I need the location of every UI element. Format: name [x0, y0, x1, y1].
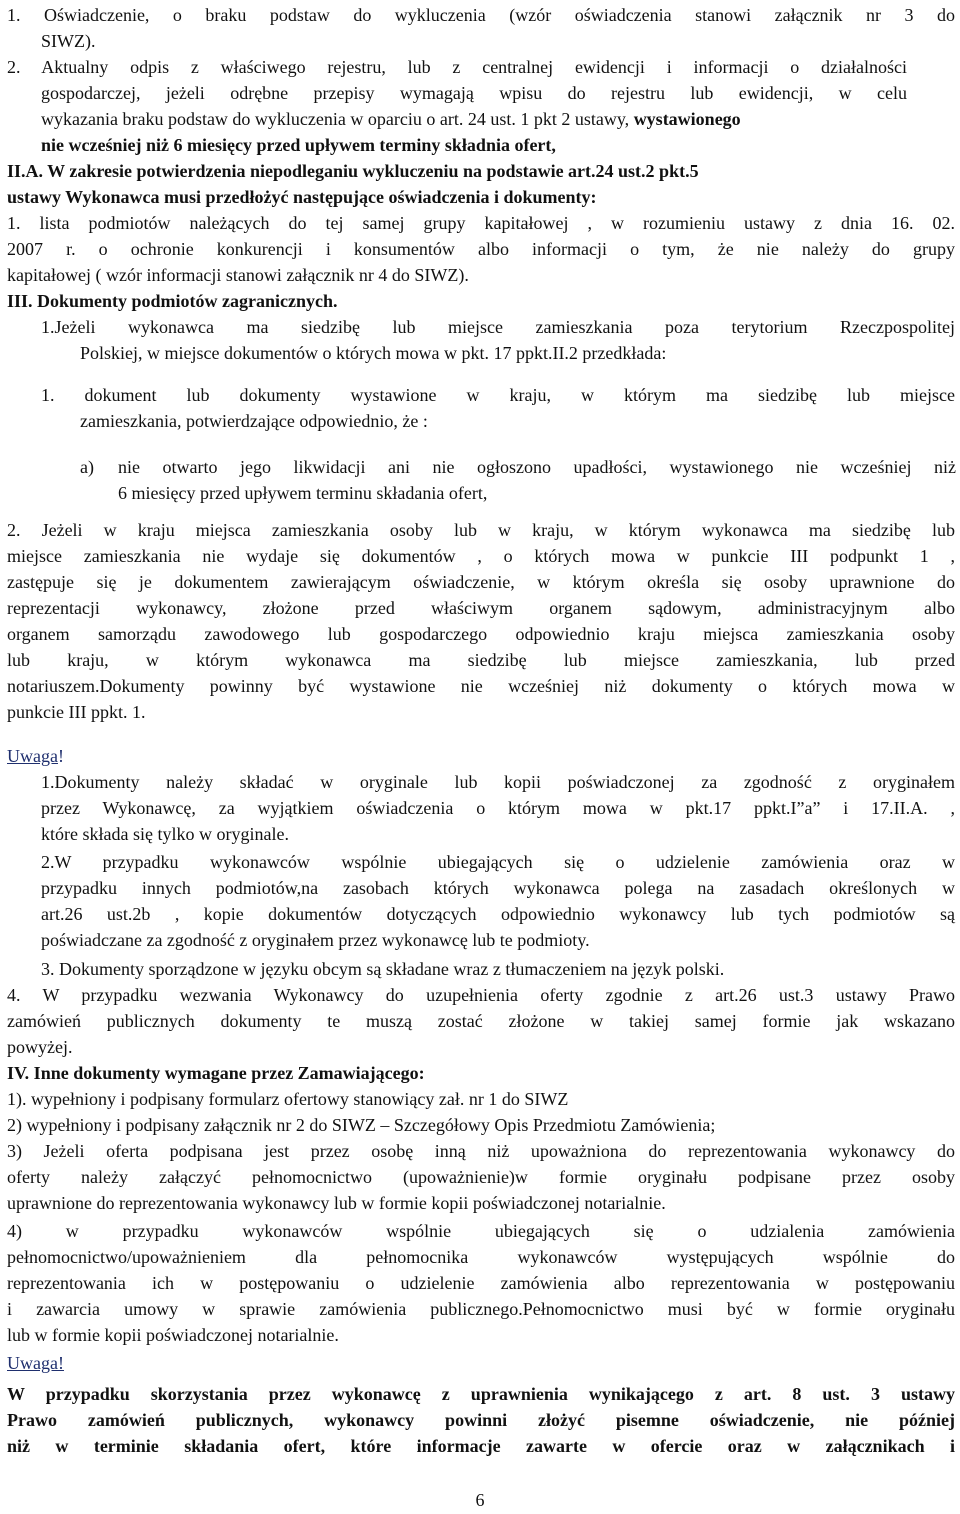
list-item-line: 2007 r. o ochronie konkurencji i konsumentów albo informacji o tym, że nie należy do grupy: [7, 239, 955, 259]
note-heading: Uwaga!: [7, 1353, 64, 1373]
bold-paragraph-line: Prawo zamówień publicznych, wykonawcy powinni złożyć pisemne oświadczenie, nie później: [7, 1410, 955, 1430]
section-heading: IV. Inne dokumenty wymagane przez Zamawiającego:: [7, 1063, 425, 1083]
list-item-line: uprawnione do reprezentowania wykonawcy lub w formie kopii poświadczonej notarialnie.: [7, 1193, 666, 1213]
list-item-line: reprezentowania ich w postępowaniu o udzielenie zamówienia albo reprezentowania w postępowaniu: [7, 1273, 955, 1293]
paragraph-line: notariuszem.Dokumenty powinny być wystawione nie wcześniej niż dokumenty o których mowa w: [7, 676, 955, 696]
list-item-line: i zawarcia umowy w sprawie zamówienia publicznego.Pełnomocnictwo musi być w formie oryginału: [7, 1299, 955, 1319]
paragraph-line: Polskiej, w miejsce dokumentów o których mowa w pkt. 17 ppkt.II.2 przedkłada:: [80, 343, 667, 363]
paragraph-line: miejsce zamieszkania nie wydaje się dokumentów , o których mowa w punkcie III podpunkt 1 ,: [7, 546, 955, 566]
paragraph-line: organem samorządu zawodowego lub gospodarczego odpowiednio kraju miejsca zamieszkania osoby: [7, 624, 955, 644]
list-item: 2. Aktualny odpis z właściwego rejestru, lub z centralnej ewidencji i informacji o działalności: [7, 57, 907, 77]
list-item-line: gospodarczej, jeżeli odrębne przepisy wymagają wpisu do rejestru lub ewidencji, w celu: [41, 83, 907, 103]
list-item-line: [41, 106, 946, 133]
list-item: 1. lista podmiotów należących do tej samej grupy kapitałowej , w rozumieniu ustawy z dnia 16. 02.: [7, 213, 955, 233]
paragraph-line: 4. W przypadku wezwania Wykonawcy do uzupełnienia oferty zgodnie z art.26 ust.3 ustawy Prawo: [7, 985, 955, 1005]
text-run-bold: wystawionego: [633, 109, 741, 129]
paragraph-line: 2. Jeżeli w kraju miejsca zamieszkania osoby lub w kraju, w którym wykonawca ma siedzibę lub: [7, 520, 955, 540]
list-item-line: oferty należy załączyć pełnomocnictwo (upoważnienie)w formie oryginału podpisane przez osoby: [7, 1167, 955, 1187]
list-item-line: pełnomocnictwo/upoważnieniem dla pełnomocnika wykonawców występujących wspólnie do: [7, 1247, 955, 1267]
list-item: 4) w przypadku wykonawców wspólnie ubiegających się o udzialenia zamówienia: [7, 1221, 955, 1241]
list-item-line: nie wcześniej niż 6 miesięcy przed upływem terminy składnia ofert,: [41, 135, 556, 155]
note-heading-mark: !: [57, 746, 64, 766]
note-item: 3. Dokumenty sporządzone w języku obcym są składane wraz z tłumaczeniem na język polski.: [41, 959, 725, 979]
list-item-line: lub w formie kopii poświadczonej notarialnie.: [7, 1325, 339, 1345]
section-heading-line: ustawy Wykonawca musi przedłożyć następujące oświadczenia i dokumenty:: [7, 187, 597, 207]
bold-paragraph-line: niż w terminie składania ofert, które informacje zawarte w ofercie oraz w załącznikach i: [7, 1436, 955, 1456]
note-heading-text: Uwaga: [7, 746, 58, 766]
section-heading: III. Dokumenty podmiotów zagranicznych.: [7, 291, 338, 311]
paragraph-line: powyżej.: [7, 1037, 73, 1057]
note-item: 2.W przypadku wykonawców wspólnie ubiegających się o udzielenie zamówienia oraz w: [41, 852, 955, 872]
list-item: 2) wypełniony i podpisany załącznik nr 2 do SIWZ – Szczegółowy Opis Przedmiotu Zamówienia;: [7, 1115, 716, 1135]
list-item: 3) Jeżeli oferta podpisana jest przez osobę inną niż upoważniona do reprezentowania wykonawcy do: [7, 1141, 955, 1161]
sub-item: nie otwarto jego likwidacji ani nie ogłoszono upadłości, wystawionego nie wcześniej niż: [118, 457, 956, 477]
sub-item-line: 6 miesięcy przed upływem terminu składania ofert,: [118, 483, 488, 503]
list-item: 1). wypełniony i podpisany formularz ofertowy stanowiący zał. nr 1 do SIWZ: [7, 1089, 569, 1109]
list-item-continuation: SIWZ).: [41, 31, 96, 51]
note-heading: [7, 743, 64, 770]
paragraph-line: lub kraju, w którym wykonawca ma siedzibę lub miejsce zamieszkania, lub przed: [7, 650, 955, 670]
bold-paragraph-line: W przypadku skorzystania przez wykonawcę z uprawnienia wynikającego z art. 8 ust. 3 ustawy: [7, 1384, 955, 1404]
list-item: 1. Oświadczenie, o braku podstaw do wykluczenia (wzór oświadczenia stanowi załącznik nr 3 do: [7, 5, 955, 25]
sub-item-label: a): [80, 457, 94, 477]
note-item-line: poświadczane za zgodność z oryginałem przez wykonawcę lub te podmioty.: [41, 930, 590, 950]
list-item-line: zamieszkania, potwierdzające odpowiednio, że :: [80, 411, 428, 431]
paragraph-line: zastępuje się je dokumentem zawierającym oświadczenie, w którym określa się osoby uprawnione do: [7, 572, 955, 592]
section-heading: II.A. W zakresie potwierdzenia niepodleganiu wykluczeniu na podstawie art.24 ust.2 pkt.5: [7, 161, 699, 181]
list-item-line: kapitałowej ( wzór informacji stanowi załącznik nr 4 do SIWZ).: [7, 265, 469, 285]
note-item-line: art.26 ust.2b , kopie dokumentów dotyczących odpowiednio wykonawcy lub tych podmiotów są: [41, 904, 955, 924]
page-number: 6: [475, 1490, 485, 1510]
paragraph-line: zamówień publicznych dokumenty te muszą zostać złożone w takiej samej formie jak wskazano: [7, 1011, 955, 1031]
paragraph-line: 1.Jeżeli wykonawca ma siedzibę lub miejsce zamieszkania poza terytorium Rzeczpospolitej: [41, 317, 955, 337]
text-run: wykazania braku podstaw do wykluczenia w oparciu o art. 24 ust. 1 pkt 2 ustawy,: [41, 109, 630, 129]
list-item: 1. dokument lub dokumenty wystawione w kraju, w którym ma siedzibę lub miejsce: [41, 385, 955, 405]
note-item-line: które składa się tylko w oryginale.: [41, 824, 289, 844]
paragraph-line: reprezentacji wykonawcy, złożone przed właściwym organem sądowym, administracyjnym albo: [7, 598, 955, 618]
note-item-line: przez Wykonawcę, za wyjątkiem oświadczenia o którym mowa w pkt.17 ppkt.I”a” i 17.II.A. ,: [41, 798, 955, 818]
note-item: 1.Dokumenty należy składać w oryginale lub kopii poświadczonej za zgodność z oryginałem: [41, 772, 955, 792]
paragraph-line: punkcie III ppkt. 1.: [7, 702, 146, 722]
note-item-line: przypadku innych podmiotów,na zasobach których wykonawca polega na zasadach określonych w: [41, 878, 955, 898]
